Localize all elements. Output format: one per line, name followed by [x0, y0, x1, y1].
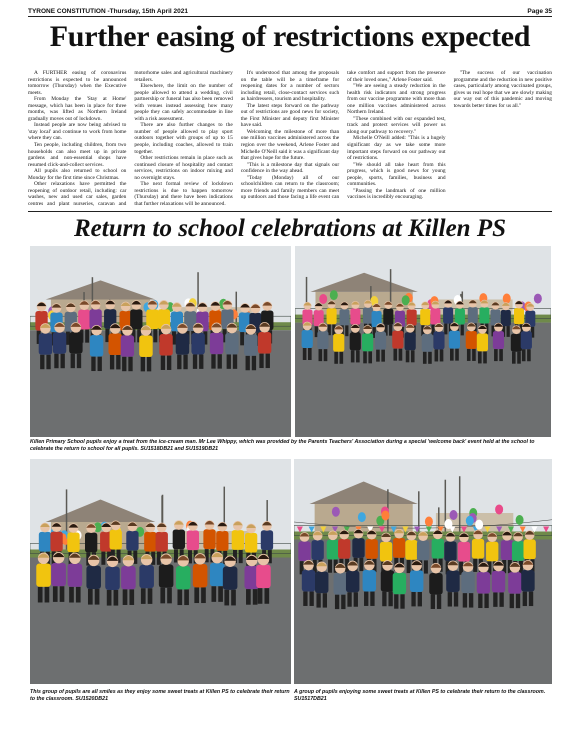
story-paragraph: "The success of our vaccination programme and the reduction in new positive cases, particularly among vaccinated groups, gives us real hope that we are slowly making our way out of this pandemic and moving towards better times for us all." [453, 70, 552, 109]
story-paragraph: All pupils also returned to school on Monday for the first time since Christmas. [28, 168, 127, 181]
story-paragraph: It's understood that among the proposals on the table will be a timeframe for reopening dates for a number of sectors including retail, close-contact services such as hairdressers, tourism and hospitality. [240, 70, 340, 103]
story-paragraph: A FURTHER easing of coronavirus restrictions is expected to be announced tomorrow (Thursday) when the Executive meets. [28, 70, 127, 96]
story-paragraph: From Monday the 'Stay at Home' message, which has been in place for three months, was lifted as Northern Ireland gradually moves out of lockdown. [28, 96, 127, 122]
section-divider [28, 211, 552, 212]
story-body [28, 70, 552, 210]
caption-bottom-left: This group of pupils are all smiles as they enjoy some sweet treats at Killen PS to celebrate their return to the classroom. SU1520DB21 [30, 689, 290, 702]
story-paragraph: The latest steps forward on the pathway out of restrictions are good news for society, the First Minister and deputy first Minister have said. [240, 102, 340, 129]
story-paragraph: "Today (Monday) all of our schoolchildren can return to the classroom; more friends and family members can meet up outdoors and those facing a life event can take comfort and support from the presence of their loved ones," Arlene Foster said. [240, 70, 446, 201]
photo-sweet-treats-right [294, 459, 552, 684]
photo-story-headline: Return to school celebrations at Killen PS [74, 215, 506, 242]
photo-ice-cream-treat-right [295, 246, 551, 437]
story-paragraph: Other relaxations have permitted the reopening of outdoor retail, including: car washes, new and used car sales, garden centres and plant nurseries, caravan and motorhome sales and agricultural machinery retailers. [28, 70, 233, 207]
story-paragraph: "We should all take heart from this progress, which is good news for young people, sports, families, business and communities. [347, 161, 446, 188]
story-headline: Further easing of restrictions expected [49, 20, 531, 53]
photo-sweet-treats-left [30, 459, 291, 684]
caption-bottom-right: A group of pupils enjoying some sweet treats at Killen PS to celebrate their return to the classroom. SU1517DB21 [294, 689, 546, 702]
story-paragraph: "We are seeing a steady reduction in the health risk indicators and strong progress from our vaccine programme with more than one million vaccines administered across Northern Ireland. [347, 83, 446, 116]
story-paragraph: "These combined with our expanded test, track and protect services will power us along our pathway to recovery." [347, 115, 446, 135]
story-paragraph: There are also further changes to the number of people allowed to play sport outdoors together with groups of up to 15 people, including coaches, allowed to train together. [134, 122, 233, 155]
story-paragraph: Michelle O'Neill added: "This is a hugely significant day as we take some more important steps forward on our pathway out of restrictions. [347, 135, 446, 162]
story-paragraph: Other restrictions remain in place such as continued closure of hospitality and contact services, restrictions on indoor mixing and no overnight stays. [134, 155, 233, 181]
masthead [28, 5, 552, 17]
story-paragraph: "Passing the landmark of one million vaccines is incredibly encouraging. [347, 187, 446, 201]
caption-top: Killen Primary School pupils enjoy a treat from the ice-cream man. Mr Lee Whippy, which was provided by the Parents Teachers' Association during a special 'welcome back' event held at the school to celebrate the return to school for all pupils. SU1518DB21 and SU1519DB21 [30, 439, 535, 452]
page-number: Page 35 [527, 8, 552, 15]
masthead-title: TYRONE CONSTITUTION -Thursday, 15th April 2021 [28, 8, 188, 15]
photo-ice-cream-treat-left [30, 246, 291, 437]
story-paragraph: The next formal review of lockdown restrictions is due to happen tomorrow (Thursday) and there have been indications that further relaxations will be announced. [134, 181, 233, 207]
story-paragraph: Welcoming the milestone of more than one million vaccines administered across the region over the weekend, Arlene Foster and Michelle O'Neill said it was a significant day that gives hope for the future. [240, 128, 340, 162]
story-paragraph: Elsewhere, the limit on the number of people allowed to attend a wedding, civil partnership or funeral has also been removed with venues instead assessing how many people they can safely accommodate in line with a risk assessment. [134, 83, 233, 122]
story-paragraph: Ten people, including children, from two households can also meet up in private gardens and non-essential shops have resumed click-and-collect services. [28, 142, 127, 168]
story-paragraph: Instead people are now being advised to 'stay local' and continue to work from home where they can. [28, 122, 127, 142]
story-paragraph: "This is a milestone day that signals our confidence in the way ahead. [240, 161, 340, 175]
